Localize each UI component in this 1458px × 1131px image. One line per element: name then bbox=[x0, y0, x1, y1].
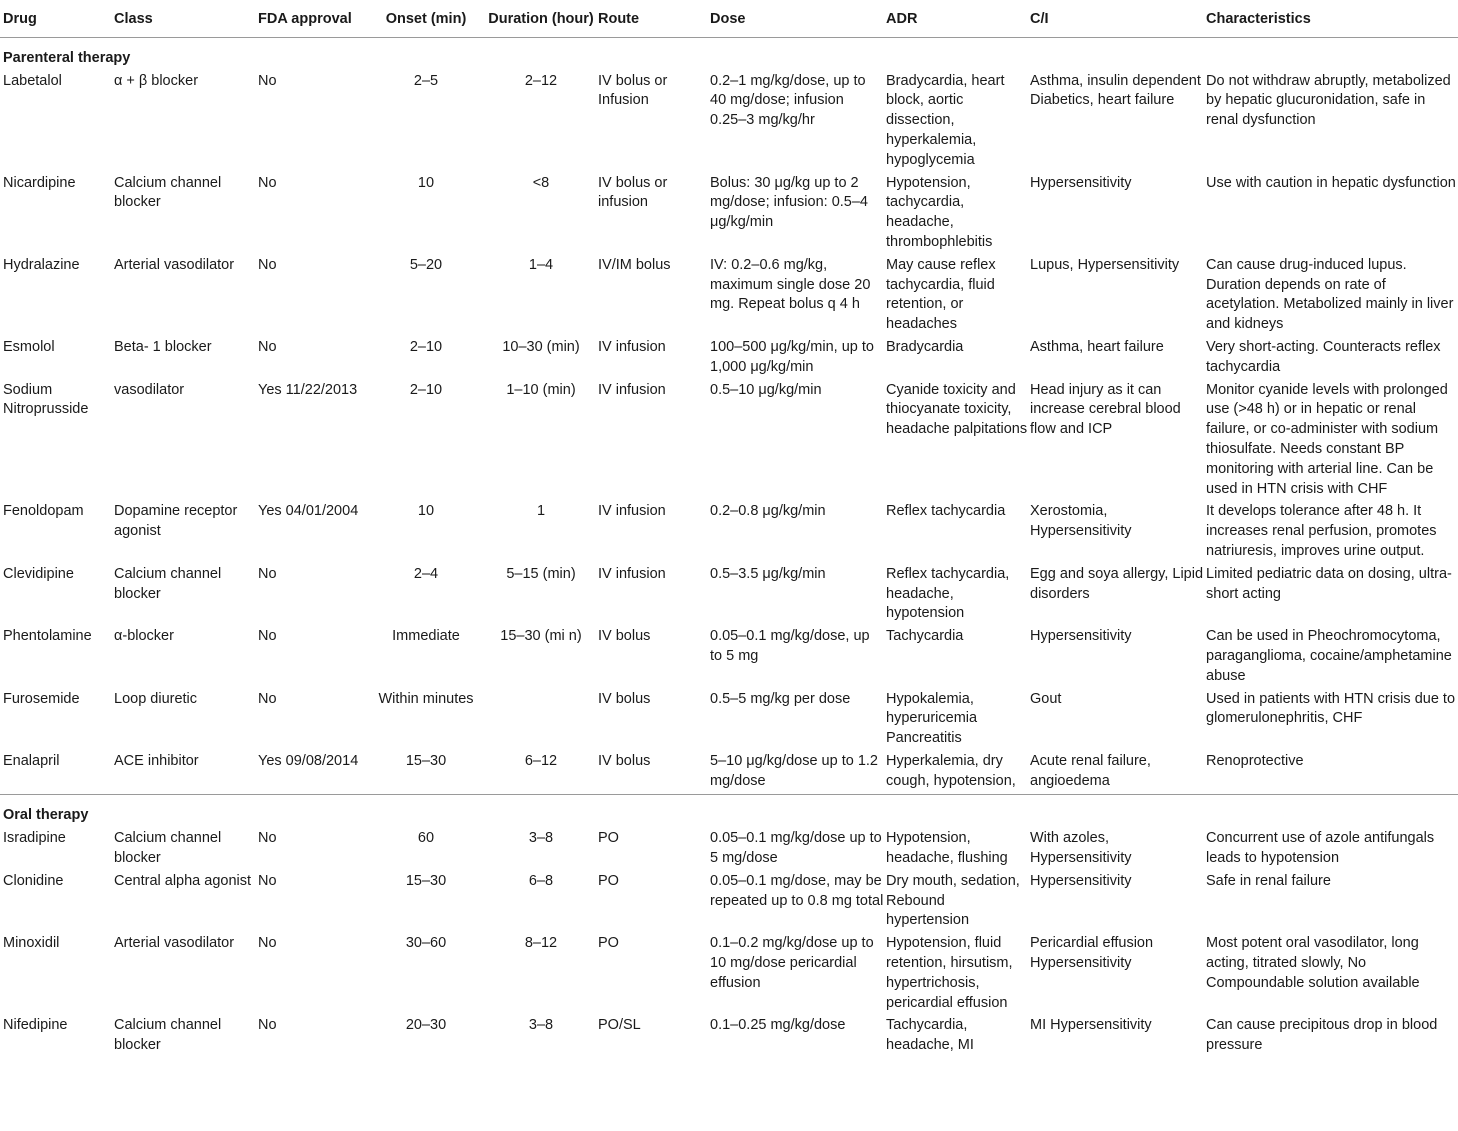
cell-class: Beta- 1 blocker bbox=[114, 338, 212, 355]
cell-dose: 0.1–0.25 mg/kg/dose bbox=[710, 1017, 846, 1034]
cell-duration: <8 bbox=[532, 174, 550, 191]
cell-onset: Within minutes bbox=[378, 690, 474, 707]
cell-route: PO bbox=[598, 830, 619, 847]
cell-class: ACE inhibitor bbox=[114, 752, 199, 769]
cell-characteristics: Use with caution in hepatic dysfunction bbox=[1206, 174, 1456, 191]
cell-drug: Labetalol bbox=[3, 72, 62, 89]
cell-adr: Hypokalemia, hyperuricemia Pancreatitis bbox=[886, 690, 978, 747]
cell-ci: Acute renal failure, angioedema bbox=[1030, 752, 1151, 789]
cell-fda-approval: Yes 04/01/2004 bbox=[258, 503, 359, 520]
cell-route: PO/SL bbox=[598, 1017, 641, 1034]
cell-duration: 6–12 bbox=[524, 752, 558, 769]
cell-adr: Reflex tachycardia, headache, hypotension bbox=[886, 565, 1010, 622]
cell-duration: 5–15 (min) bbox=[506, 565, 576, 582]
table-row bbox=[0, 174, 1458, 256]
cell-fda-approval: No bbox=[258, 174, 277, 191]
cell-fda-approval: No bbox=[258, 628, 277, 645]
cell-route: IV/IM bolus bbox=[598, 256, 671, 273]
cell-drug: Furosemide bbox=[3, 690, 80, 707]
cell-adr: Reflex tachycardia bbox=[886, 503, 1006, 520]
cell-adr: Bradycardia, heart block, aortic dissection, hyperkalemia, hypoglycemia bbox=[886, 72, 1005, 168]
cell-route: IV bolus or Infusion bbox=[598, 72, 668, 109]
cell-drug: Sodium Nitroprusside bbox=[3, 381, 89, 418]
cell-ci: Asthma, heart failure bbox=[1030, 338, 1164, 355]
cell-onset: 10 bbox=[417, 174, 435, 191]
cell-drug: Nicardipine bbox=[3, 174, 76, 191]
cell-fda-approval: Yes 11/22/2013 bbox=[258, 381, 358, 398]
section-header-row bbox=[0, 795, 1458, 829]
cell-onset: 10 bbox=[417, 503, 435, 520]
cell-drug: Fenoldopam bbox=[3, 503, 84, 520]
header-duration: Duration (hour) bbox=[488, 11, 594, 27]
cell-route: IV infusion bbox=[598, 338, 666, 355]
cell-duration: 6–8 bbox=[528, 872, 554, 889]
cell-adr: Tachycardia bbox=[886, 628, 964, 645]
table-row bbox=[0, 72, 1458, 174]
cell-class: Calcium channel blocker bbox=[114, 1017, 222, 1054]
table-body bbox=[0, 37, 1458, 1059]
cell-dose: 0.05–0.1 mg/kg/dose up to 5 mg/dose bbox=[710, 830, 882, 867]
cell-drug: Hydralazine bbox=[3, 256, 80, 273]
table-row bbox=[0, 338, 1458, 381]
cell-adr: Hyperkalemia, dry cough, hypotension, bbox=[886, 752, 1016, 789]
cell-characteristics: It develops tolerance after 48 h. It increases renal perfusion, promotes natriuresis, improves urine output. bbox=[1206, 503, 1437, 559]
cell-class: Arterial vasodilator bbox=[114, 935, 235, 952]
cell-duration: 15–30 (mi n) bbox=[500, 628, 582, 645]
header-dose: Dose bbox=[710, 11, 746, 27]
table-row bbox=[0, 690, 1458, 752]
cell-adr: Tachycardia, headache, MI bbox=[886, 1017, 974, 1054]
cell-characteristics: Safe in renal failure bbox=[1206, 872, 1331, 889]
cell-fda-approval: No bbox=[258, 690, 277, 707]
cell-drug: Clevidipine bbox=[3, 565, 74, 582]
cell-onset: 2–10 bbox=[409, 381, 443, 398]
cell-characteristics: Can be used in Pheochromocytoma, paraganglioma, cocaine/amphetamine abuse bbox=[1206, 628, 1452, 684]
cell-class: Loop diuretic bbox=[114, 690, 198, 707]
cell-route: IV infusion bbox=[598, 381, 666, 398]
cell-ci: Pericardial effusion Hypersensitivity bbox=[1030, 935, 1154, 972]
cell-route: IV infusion bbox=[598, 503, 666, 520]
table-row bbox=[0, 256, 1458, 338]
table-row bbox=[0, 565, 1458, 627]
cell-fda-approval: No bbox=[258, 872, 277, 889]
cell-class: vasodilator bbox=[114, 381, 185, 398]
cell-fda-approval: No bbox=[258, 830, 277, 847]
cell-route: IV bolus bbox=[598, 752, 651, 769]
cell-dose: 0.05–0.1 mg/kg/dose, up to 5 mg bbox=[710, 628, 870, 664]
table-row bbox=[0, 627, 1458, 689]
cell-dose: 100–500 μg/kg/min, up to 1,000 μg/kg/min bbox=[710, 338, 874, 375]
cell-route: IV infusion bbox=[598, 565, 666, 582]
cell-drug: Enalapril bbox=[3, 752, 60, 769]
cell-ci: With azoles, Hypersensitivity bbox=[1030, 830, 1132, 867]
cell-characteristics: Renoprotective bbox=[1206, 752, 1304, 769]
cell-class: Arterial vasodilator bbox=[114, 256, 235, 273]
cell-route: IV bolus bbox=[598, 628, 651, 645]
cell-fda-approval: No bbox=[258, 935, 277, 952]
cell-class: α + β blocker bbox=[114, 72, 199, 89]
cell-onset: 15–30 bbox=[405, 872, 447, 889]
header-ci: C/I bbox=[1030, 11, 1049, 27]
cell-duration: 2–12 bbox=[524, 72, 558, 89]
header-adr: ADR bbox=[886, 11, 918, 27]
header-route: Route bbox=[598, 11, 640, 27]
cell-dose: 0.1–0.2 mg/kg/dose up to 10 mg/dose pericardial effusion bbox=[710, 935, 874, 991]
header-fda-approval: FDA approval bbox=[258, 11, 352, 27]
cell-adr: Bradycardia bbox=[886, 338, 964, 355]
cell-ci: Lupus, Hypersensitivity bbox=[1030, 256, 1180, 273]
cell-onset: 30–60 bbox=[405, 935, 447, 952]
cell-class: Calcium channel blocker bbox=[114, 830, 222, 867]
cell-drug: Minoxidil bbox=[3, 935, 60, 952]
cell-fda-approval: No bbox=[258, 256, 277, 273]
cell-ci: Head injury as it can increase cerebral blood flow and ICP bbox=[1030, 381, 1181, 438]
cell-drug: Phentolamine bbox=[3, 628, 92, 645]
cell-adr: May cause reflex tachycardia, fluid retention, or headaches bbox=[886, 256, 996, 333]
cell-duration bbox=[486, 690, 596, 752]
cell-fda-approval: Yes 09/08/2014 bbox=[258, 752, 359, 769]
cell-dose: IV: 0.2–0.6 mg/kg, maximum single dose 20 mg. Repeat bolus q 4 h bbox=[710, 256, 871, 313]
cell-onset: 5–20 bbox=[409, 256, 443, 273]
cell-ci: Gout bbox=[1030, 690, 1062, 707]
section-title: Oral therapy bbox=[3, 807, 89, 824]
cell-characteristics: Used in patients with HTN crisis due to glomerulonephritis, CHF bbox=[1206, 690, 1456, 727]
cell-characteristics: Can cause drug-induced lupus. Duration depends on rate of acetylation. Metabolized mainly in liver and kidneys bbox=[1206, 256, 1454, 333]
cell-route: PO bbox=[598, 935, 619, 952]
cell-fda-approval: No bbox=[258, 565, 277, 582]
cell-onset: 15–30 bbox=[405, 752, 447, 769]
cell-class: Dopamine receptor agonist bbox=[114, 503, 238, 540]
cell-adr: Hypotension, fluid retention, hirsutism, hypertrichosis, pericardial effusion bbox=[886, 935, 1013, 1011]
cell-characteristics: Most potent oral vasodilator, long acting, titrated slowly, No Compoundable solution available bbox=[1206, 935, 1420, 991]
cell-fda-approval: No bbox=[258, 72, 277, 89]
cell-drug: Clonidine bbox=[3, 872, 64, 889]
cell-route: IV bolus or infusion bbox=[598, 174, 668, 211]
cell-duration: 10–30 (min) bbox=[502, 338, 580, 355]
cell-ci: Hypersensitivity bbox=[1030, 872, 1132, 889]
table-row bbox=[0, 829, 1458, 872]
cell-fda-approval: No bbox=[258, 1017, 277, 1034]
cell-class: Calcium channel blocker bbox=[114, 174, 222, 211]
cell-onset: Immediate bbox=[392, 628, 460, 645]
cell-duration: 3–8 bbox=[528, 830, 554, 847]
table-header-row bbox=[0, 0, 1458, 37]
cell-drug: Esmolol bbox=[3, 338, 55, 355]
cell-onset: 2–4 bbox=[413, 565, 439, 582]
cell-onset: 60 bbox=[417, 830, 435, 847]
header-characteristics: Characteristics bbox=[1206, 11, 1311, 27]
table-row bbox=[0, 872, 1458, 934]
section-header-row bbox=[0, 37, 1458, 71]
cell-route: PO bbox=[598, 872, 619, 889]
header-drug: Drug bbox=[3, 11, 37, 27]
cell-drug: Nifedipine bbox=[3, 1017, 68, 1034]
cell-ci: Hypersensitivity bbox=[1030, 174, 1132, 191]
cell-adr: Hypotension, headache, flushing bbox=[886, 830, 1008, 867]
cell-ci: Egg and soya allergy, Lipid disorders bbox=[1030, 565, 1204, 602]
cell-route: IV bolus bbox=[598, 690, 651, 707]
table-row bbox=[0, 1016, 1458, 1059]
section-title: Parenteral therapy bbox=[3, 49, 131, 66]
cell-dose: 0.05–0.1 mg/dose, may be repeated up to 0.8 mg total bbox=[710, 872, 884, 909]
cell-dose: Bolus: 30 μg/kg up to 2 mg/dose; infusion: 0.5–4 μg/kg/min bbox=[710, 174, 868, 231]
table-row bbox=[0, 381, 1458, 503]
cell-adr: Hypotension, tachycardia, headache, thrombophlebitis bbox=[886, 174, 993, 250]
cell-ci: Xerostomia, Hypersensitivity bbox=[1030, 503, 1132, 540]
cell-duration: 3–8 bbox=[528, 1017, 554, 1034]
cell-adr: Cyanide toxicity and thiocyanate toxicity, headache palpitations bbox=[886, 381, 1028, 438]
cell-duration: 8–12 bbox=[524, 935, 558, 952]
cell-ci: Hypersensitivity bbox=[1030, 628, 1132, 645]
cell-onset: 2–5 bbox=[413, 72, 439, 89]
table-row bbox=[0, 934, 1458, 1016]
cell-duration: 1–10 (min) bbox=[506, 381, 576, 398]
cell-characteristics: Limited pediatric data on dosing, ultra-short acting bbox=[1206, 565, 1452, 602]
cell-class: α-blocker bbox=[114, 628, 174, 645]
cell-characteristics: Monitor cyanide levels with prolonged use (>48 h) or in hepatic or renal failure, or co-administer with sodium thiosulfate. Needs constant BP monitoring with arterial line. Can be used in HTN crisis with CHF bbox=[1206, 381, 1448, 497]
cell-duration: 1–4 bbox=[528, 256, 554, 273]
cell-duration: 1 bbox=[536, 503, 546, 520]
cell-dose: 5–10 μg/kg/dose up to 1.2 mg/dose bbox=[710, 752, 878, 789]
cell-onset: 2–10 bbox=[409, 338, 443, 355]
cell-dose: 0.2–0.8 μg/kg/min bbox=[710, 503, 826, 520]
cell-characteristics: Can cause precipitous drop in blood pressure bbox=[1206, 1017, 1438, 1054]
cell-drug: Isradipine bbox=[3, 830, 66, 847]
cell-dose: 0.5–10 μg/kg/min bbox=[710, 381, 822, 398]
cell-characteristics: Concurrent use of azole antifungals leads to hypotension bbox=[1206, 830, 1435, 867]
cell-dose: 0.5–3.5 μg/kg/min bbox=[710, 565, 826, 582]
cell-fda-approval: No bbox=[258, 338, 277, 355]
cell-dose: 0.2–1 mg/kg/dose, up to 40 mg/dose; infusion 0.25–3 mg/kg/hr bbox=[710, 72, 866, 129]
cell-onset: 20–30 bbox=[405, 1017, 447, 1034]
cell-dose: 0.5–5 mg/kg per dose bbox=[710, 690, 851, 707]
header-class: Class bbox=[114, 11, 153, 27]
header-onset: Onset (min) bbox=[385, 11, 467, 27]
table-row bbox=[0, 502, 1458, 564]
cell-class: Calcium channel blocker bbox=[114, 565, 222, 602]
cell-characteristics: Very short-acting. Counteracts reflex tachycardia bbox=[1206, 338, 1441, 375]
cell-ci: Asthma, insulin dependent Diabetics, heart failure bbox=[1030, 72, 1201, 109]
cell-ci: MI Hypersensitivity bbox=[1030, 1017, 1152, 1034]
table-row bbox=[0, 752, 1458, 795]
cell-characteristics: Do not withdraw abruptly, metabolized by hepatic glucuronidation, safe in renal dysfunction bbox=[1206, 72, 1451, 129]
cell-class: Central alpha agonist bbox=[114, 872, 252, 889]
cell-adr: Dry mouth, sedation, Rebound hypertension bbox=[886, 872, 1020, 929]
